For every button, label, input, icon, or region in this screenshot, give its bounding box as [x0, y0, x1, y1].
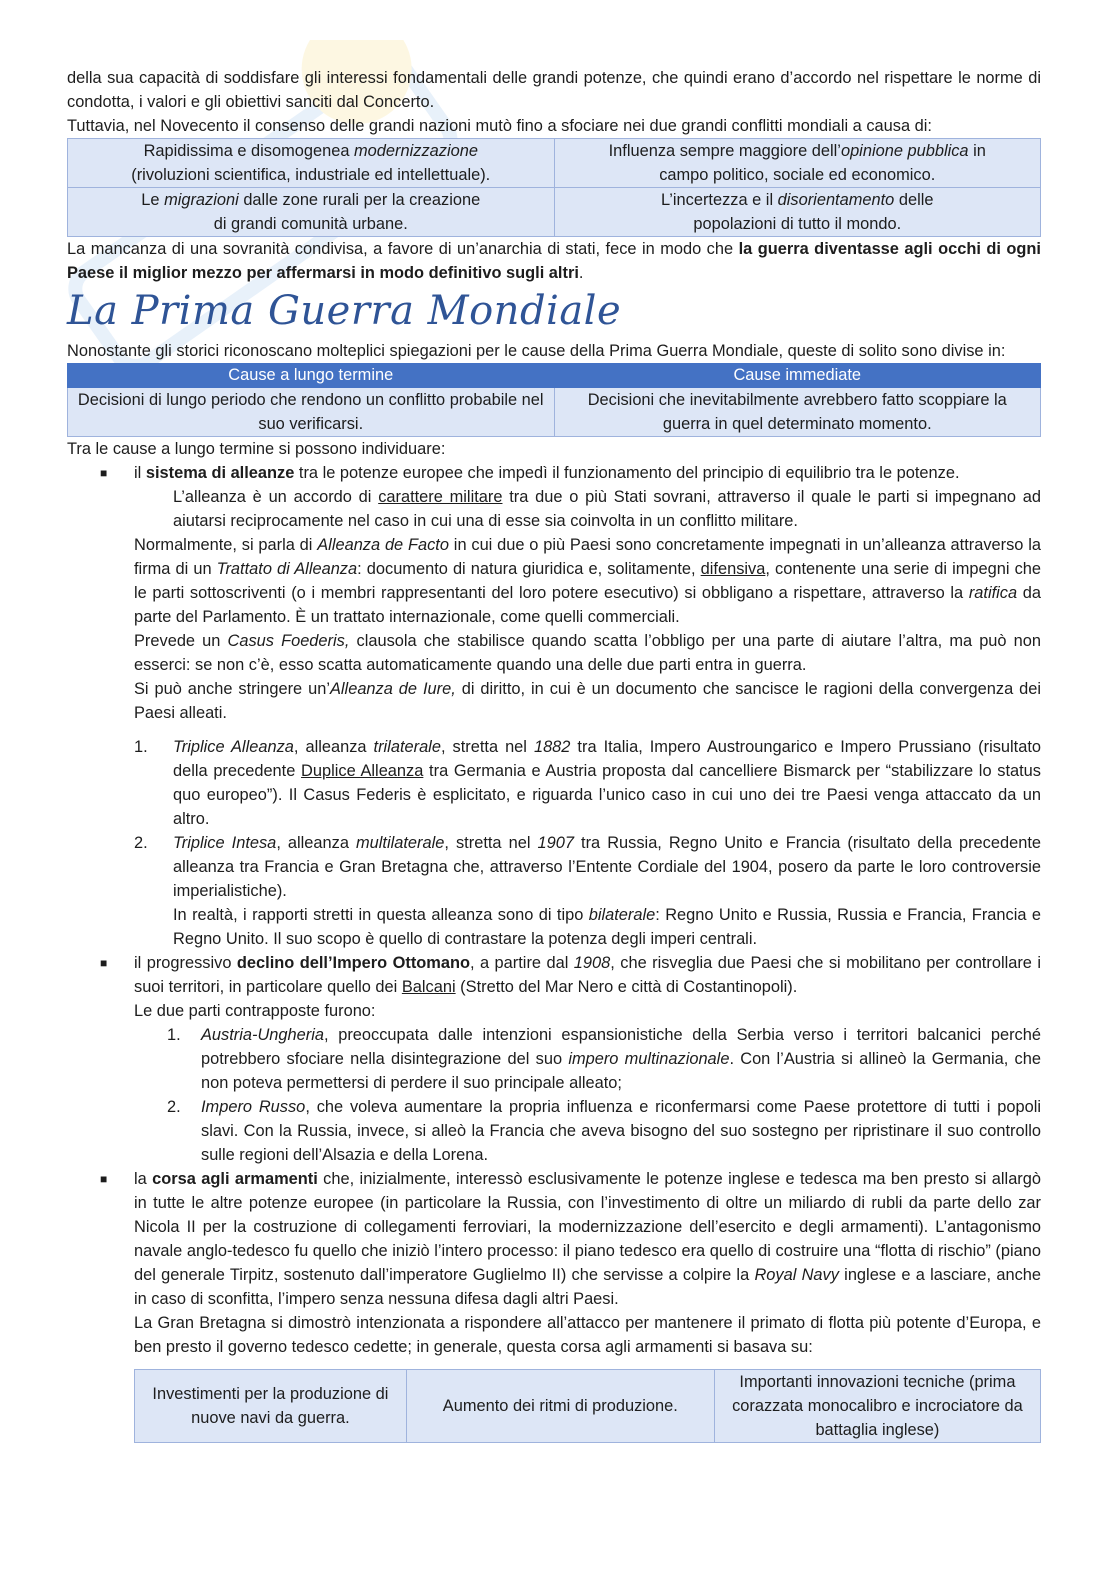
immediate-description: Decisioni che inevitabilmente avrebbero fatto scoppiare la guerra in quel determinato momento.	[554, 388, 1041, 437]
cause-cell-disorientation: L’incertezza e il disorientamento delle popolazioni di tutto il mondo.	[554, 188, 1041, 237]
causes-table	[67, 138, 1041, 237]
document-page	[67, 66, 1041, 1443]
header-long-term: Cause a lungo termine	[68, 364, 555, 388]
cause-cell-modernization: Rapidissima e disomogenea modernizzazione (rivoluzioni scientifica, industriale ed intellettuale).	[68, 139, 555, 188]
arms-race-conclusion: La Gran Bretagna si dimostrò intenzionata a rispondere all’attacco per mantenere il primato di flotta più potente d’Europa, e ben presto il governo tedesco cedette; in generale, questa corsa agli armamenti si basava su:	[134, 1314, 1041, 1356]
bullet-square-icon: ■	[100, 466, 108, 480]
arms-factor-production: Aumento dei ritmi di produzione.	[406, 1370, 714, 1443]
bullet-arms-race: ■ la corsa agli armamenti che, inizialmente, interessò esclusivamente le potenze inglese e tedesca ma ben presto si allargò in tutte le altre potenze europee (in particolare la Russia, con l’investimento di oltre un miliardo di rubli da parte dello zar Nicola II per la costruzione di collegamenti ferroviari, la modernizzazione dell’esercito e degli armamenti). L’antagonismo navale anglo-tedesco fu quello che iniziò l’intero processo: il piano tedesco era quello di costruire una “flotta di rischio” (piano del generale Tirpitz, sostenuto dall’imperatore Guglielmo II) che servisse a colpire la Royal Navy inglese e a lasciare, anche in caso di sconfitta, l’impero senza nessuna difesa dagli altri Paesi. La Gran Bretagna si dimostrò intenzionata a rispondere all’attacco per mantenere il primato di flotta più potente d’Europa, e ben presto il governo tedesco cedette; in generale, questa corsa agli armamenti si basava su:	[67, 1167, 1041, 1359]
long-term-description: Decisioni di lungo periodo che rendono un conflitto probabile nel suo verificarsi.	[68, 388, 555, 437]
bullet-square-icon: ■	[100, 956, 108, 970]
list-item-triplice-alleanza: 1. Triplice Alleanza, alleanza trilaterale, stretta nel 1882 tra Italia, Impero Austroungarico e Impero Prussiano (risultato della precedente Duplice Alleanza tra Germania e Austria proposta dal cancelliere Bismarck per “stabilizzare lo status quo europeo”). Il Casus Federis è esplicitato, e riguarda l’unico caso in cui uno dei tre Paesi venga attaccato da un altro.	[134, 738, 1042, 828]
cause-cell-public-opinion: Influenza sempre maggiore dell’opinione pubblica in campo politico, sociale ed economico.	[554, 139, 1041, 188]
intro-paragraph-2: Tuttavia, nel Novecento il consenso delle grandi nazioni mutò fino a sfociare nei due grandi conflitti mondiali a causa di:	[67, 117, 932, 135]
anarchy-paragraph: La mancanza di una sovranità condivisa, a favore di un’anarchia di stati, fece in modo che la guerra diventasse agli occhi di ogni Paese il miglior mezzo per affermarsi in modo definitivo sugli altri.	[67, 240, 1041, 282]
alliance-de-iure: Si può anche stringere un’Alleanza de Iure, di diritto, in cui è un documento che sancisce le ragioni della convergenza dei Paesi alleati.	[134, 680, 1041, 722]
intro-paragraph-1: della sua capacità di soddisfare gli interessi fondamentali delle grandi potenze, che quindi erano d’accordo nel rispettare le norme di condotta, i valori e gli obiettivi sanciti dal Concerto.	[67, 69, 1041, 111]
casus-foederis: Prevede un Casus Foederis, clausola che stabilisce quando scatta l’obbligo per una parte di aiutare l’altra, ma può non esserci: se non c’è, esso scatta automaticamente quando una delle due parti entra in guerra.	[134, 632, 1041, 674]
cause-cell-migrations: Le migrazioni dalle zone rurali per la creazione di grandi comunità urbane.	[68, 188, 555, 237]
arms-factors-table	[134, 1369, 1041, 1443]
alliance-de-facto: Normalmente, si parla di Alleanza de Facto in cui due o più Paesi sono concretamente impegnati in un’alleanza attraverso la firma di un Trattato di Alleanza: documento di natura giuridica e, solitamente, difensiva, contenente una serie di impegni che le parti sottoscriventi (o i membri rappresentanti del loro potere esecutivo) si obbligano a rispettare, attraverso la ratifica da parte del Parlamento. È un trattato internazionale, come quelli commerciali. Prevede un Casus Foederis, clausola che stabilisce quando scatta l’obbligo per una parte di aiutare l’altra, ma può non esserci: se non c’è, esso scatta automaticamente quando una delle due parti entra in guerra. Si può anche stringere un’Alleanza de Iure, di diritto, in cui è un documento che sancisce le ragioni della convergenza dei Paesi alleati.	[67, 533, 1041, 725]
header-immediate: Cause immediate	[554, 364, 1041, 388]
list-item-impero-russo: 2. Impero Russo, che voleva aumentare la propria influenza e riconfermarsi come Paese protettore di tutti i popoli slavi. Con la Russia, invece, si alleò la Francia che aveva bisogno del suo sostegno per ripristinare il suo controllo sulle regioni dell’Alsazia e della Lorena.	[167, 1098, 1041, 1164]
alliance-definition: L’alleanza è un accordo di carattere militare tra due o più Stati sovrani, attraverso il quale le parti si impegnano ad aiutarsi reciprocamente nel caso in cui una di esse sia coinvolta in un conflitto militare.	[173, 488, 1041, 530]
cause-types-table	[67, 363, 1041, 437]
list-item-triplice-intesa: 2. Triplice Intesa, alleanza multilaterale, stretta nel 1907 tra Russia, Regno Unito e Francia (risultato della precedente alleanza tra Francia e Gran Bretagna che, attraverso l’Entente Cordiale del 1904, posero da parte le loro controversie imperialistiche). In realtà, i rapporti stretti in questa alleanza sono di tipo bilaterale: Regno Unito e Russia, Russia e Francia, Francia e Regno Unito. Il suo scopo è quello di contrastare la potenza degli imperi centrali.	[134, 834, 1042, 948]
ww1-intro-paragraph: Nonostante gli storici riconoscano molteplici spiegazioni per le cause della Prima Guerra Mondiale, queste di solito sono divise in:	[67, 342, 1006, 360]
section-title: La Prima Guerra Mondiale	[67, 288, 622, 334]
bullet-ottoman-decline: ■ il progressivo declino dell’Impero Ottomano, a partire dal 1908, che risveglia due Paesi che si mobilitano per controllare i suoi territori, in particolare quello dei Balcani (Stretto del Mar Nero e città di Costantinopoli). Le due parti contrapposte furono:	[67, 951, 1041, 1023]
long-term-intro: Tra le cause a lungo termine si possono individuare:	[67, 440, 446, 458]
list-item-austria-ungheria: 1. Austria-Ungheria, preoccupata dalle intenzioni espansionistiche della Serbia verso i territori balcanici perché potrebbero sfociare nella disintegrazione del suo impero multinazionale. Con l’Austria si allineò la Germania, che non poteva permettersi di perdere il suo principale alleato;	[167, 1026, 1041, 1092]
arms-factor-innovations: Importanti innovazioni tecniche (prima corazzata monocalibro e incrociatore da battaglia inglese)	[714, 1370, 1040, 1443]
opposing-parties-intro: Le due parti contrapposte furono:	[134, 1002, 376, 1020]
bullet-alliances: ■ il sistema di alleanze tra le potenze europee che impedì il funzionamento del principio di equilibrio tra le potenze.	[67, 461, 1041, 485]
bullet-square-icon: ■	[100, 1172, 108, 1186]
arms-factor-investments: Investimenti per la produzione di nuove navi da guerra.	[135, 1370, 407, 1443]
